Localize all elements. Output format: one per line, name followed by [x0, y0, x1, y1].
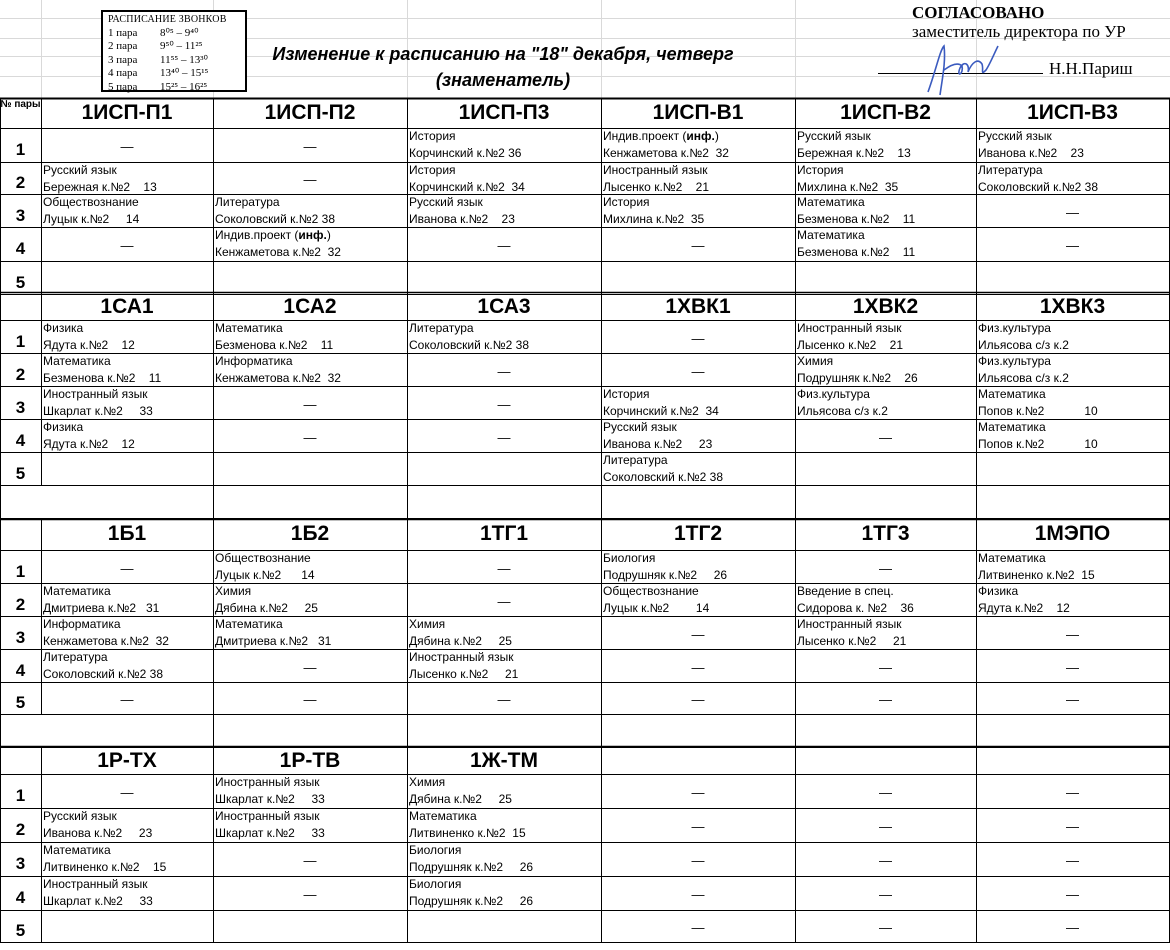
lesson-subject: Математика: [409, 809, 477, 823]
lesson-cell: [215, 550, 405, 583]
bell-time: 11⁵⁵ – 13³⁰: [160, 53, 208, 66]
lesson-teacher-room: Бережная к.№2 13: [43, 179, 157, 194]
lesson-subject: История: [409, 129, 456, 143]
empty-dash: —: [497, 364, 511, 379]
lesson-subject: Математика: [43, 843, 111, 857]
pair-number: 1: [15, 332, 26, 351]
bell-schedule-title: РАСПИСАНИЕ ЗВОНКОВ: [108, 14, 227, 25]
lesson-subject: Русский язык: [978, 129, 1052, 143]
lesson-cell: [603, 583, 793, 616]
lesson-teacher-room: Корчинский к.№2 34: [409, 179, 525, 194]
lesson-subject: Литература: [215, 195, 280, 209]
group-header: 1Р-ТВ: [279, 749, 341, 772]
empty-dash: —: [691, 853, 705, 868]
lesson-cell: [603, 162, 793, 194]
group-header: 1ТГ1: [479, 522, 529, 545]
lesson-cell: [978, 583, 1167, 616]
lesson-cell: [215, 808, 405, 842]
group-header: 1ИСП-П3: [458, 101, 550, 124]
group-header: 1ХВК3: [1039, 295, 1106, 318]
lesson-teacher-room: Дябина к.№2 25: [215, 600, 318, 615]
group-header: 1ХВК1: [665, 295, 731, 318]
lesson-cell: [409, 774, 599, 808]
lesson-subject: Биология: [409, 843, 462, 857]
lesson-subject: Математика: [43, 354, 111, 368]
empty-dash: —: [879, 660, 892, 675]
lesson-subject: Иностранный язык: [409, 650, 514, 664]
lesson-subject: Литература: [409, 321, 474, 335]
lesson-cell: [978, 419, 1167, 452]
lesson-subject: История: [409, 163, 456, 177]
lesson-cell: [603, 550, 793, 583]
lesson-teacher-room: Литвиненко к.№2 15: [978, 567, 1095, 582]
lesson-teacher-room: Шкарлат к.№2 33: [43, 893, 153, 908]
lesson-cell: [978, 162, 1167, 194]
lesson-teacher-room: Кенжаметова к.№2 32: [43, 633, 169, 648]
group-header: [976, 747, 1169, 774]
group-header: 1ИСП-В1: [652, 101, 744, 124]
lesson-teacher-room: Соколовский к.№2 38: [43, 666, 163, 681]
lesson-subject: Русский язык: [603, 420, 677, 434]
lesson-subject: История: [603, 387, 650, 401]
lesson-cell: [603, 194, 793, 227]
group-header: 1ИСП-В2: [840, 101, 931, 124]
lesson-subject: Биология: [409, 877, 462, 891]
bell-row: [108, 81, 245, 95]
lesson-cell: [43, 808, 211, 842]
empty-dash: —: [1066, 887, 1079, 902]
empty-dash: —: [691, 627, 705, 642]
lesson-cell: [978, 550, 1167, 583]
group-header: 1Б2: [290, 522, 330, 545]
lesson-subject: Иностранный язык: [603, 163, 708, 177]
approval-name: Н.Н.Париш: [1049, 59, 1133, 78]
empty-dash: —: [1066, 920, 1079, 935]
pair-number: 5: [15, 693, 26, 712]
bell-row: [108, 27, 245, 41]
signature-scribble: [922, 40, 1002, 100]
empty-dash: —: [303, 430, 317, 445]
empty-dash: —: [691, 785, 705, 800]
lesson-subject: Иностранный язык: [797, 321, 902, 335]
lesson-teacher-room: Сидорова к. №2 36: [797, 600, 914, 615]
lesson-teacher-room: Шкарлат к.№2 33: [215, 791, 325, 806]
lesson-teacher-room: Литвиненко к.№2 15: [43, 859, 167, 874]
lesson-teacher-room: Соколовский к.№2 38: [603, 469, 723, 484]
bell-row: [108, 54, 245, 68]
lesson-teacher-room: Иванова к.№2 23: [43, 825, 153, 840]
lesson-subject: Математика: [978, 551, 1046, 565]
lesson-subject: Иностранный язык: [215, 775, 320, 789]
lesson-cell: [603, 128, 793, 162]
empty-dash: —: [879, 887, 892, 902]
pair-number: 1: [15, 562, 26, 581]
lesson-teacher-room: Безменова к.№2 11: [215, 337, 334, 352]
group-header: 1СА1: [100, 295, 154, 318]
lesson-cell: [43, 162, 211, 194]
lesson-subject: Индив.проект (инф.): [603, 129, 719, 143]
empty-dash: —: [879, 853, 892, 868]
empty-dash: —: [879, 692, 892, 707]
lesson-subject: Обществознание: [215, 551, 311, 565]
lesson-cell: [409, 616, 599, 649]
pair-number: 4: [15, 888, 26, 907]
empty-dash: —: [303, 887, 317, 902]
lesson-cell: [797, 162, 974, 194]
lesson-subject: История: [603, 195, 650, 209]
lesson-teacher-room: Кенжаметова к.№2 32: [215, 370, 341, 385]
lesson-cell: [409, 842, 599, 876]
lesson-cell: [43, 583, 211, 616]
lesson-teacher-room: Ядута к.№2 12: [43, 337, 135, 352]
lesson-cell: [43, 649, 211, 682]
pair-number: 5: [15, 273, 26, 292]
pair-number: 4: [15, 431, 26, 450]
lesson-teacher-room: Соколовский к.№2 38: [409, 337, 529, 352]
lesson-subject: Литература: [978, 163, 1043, 177]
lesson-cell: [43, 616, 211, 649]
lesson-cell: [409, 194, 599, 227]
lesson-subject: Иностранный язык: [797, 617, 902, 631]
lesson-cell: [43, 320, 211, 353]
empty-dash: —: [879, 561, 892, 576]
lesson-cell: [603, 452, 793, 485]
lesson-cell: [215, 583, 405, 616]
lesson-teacher-room: Дмитриева к.№2 31: [215, 633, 332, 648]
lesson-cell: [978, 386, 1167, 419]
lesson-teacher-room: Подрушняк к.№2 26: [797, 370, 918, 385]
group-header: 1СА2: [283, 295, 337, 318]
lesson-subject: Иностранный язык: [43, 387, 148, 401]
lesson-subject-bold: инф.: [298, 228, 327, 242]
lesson-subject: Введение в спец.: [797, 584, 894, 598]
lesson-subject: Литература: [603, 453, 668, 467]
empty-dash: —: [497, 397, 511, 412]
lesson-teacher-room: Луцык к.№2 14: [603, 600, 710, 615]
lesson-teacher-room: Иванова к.№2 23: [409, 211, 515, 226]
approval-position: заместитель директора по УР: [912, 22, 1126, 41]
approval-heading: СОГЛАСОВАНО: [912, 3, 1045, 22]
lesson-teacher-room: Луцык к.№2 14: [43, 211, 140, 226]
lesson-teacher-room: Дмитриева к.№2 31: [43, 600, 160, 615]
bell-pair: 4 пара: [108, 67, 138, 79]
lesson-subject: Литература: [43, 650, 108, 664]
lesson-cell: [797, 616, 974, 649]
group-header: 1ИСП-В3: [1027, 101, 1118, 124]
empty-dash: —: [691, 660, 705, 675]
lesson-teacher-room: Безменова к.№2 11: [797, 244, 916, 259]
lesson-subject: Физика: [43, 321, 84, 335]
lesson-cell: [409, 128, 599, 162]
lesson-teacher-room: Соколовский к.№2 38: [215, 211, 335, 226]
group-header: 1СА3: [477, 295, 531, 318]
lesson-cell: [43, 876, 211, 910]
lesson-subject: Иностранный язык: [43, 877, 148, 891]
empty-dash: —: [120, 139, 134, 154]
lesson-subject: Физ.культура: [797, 387, 870, 401]
lesson-cell: [215, 774, 405, 808]
lesson-subject-bold: инф.: [686, 129, 715, 143]
pair-number: 3: [15, 398, 26, 417]
lesson-cell: [409, 162, 599, 194]
lesson-teacher-room: Безменова к.№2 11: [797, 211, 916, 226]
lesson-teacher-room: Ильясова с/з к.2: [978, 370, 1069, 385]
lesson-subject: Русский язык: [43, 809, 117, 823]
pair-number: 2: [15, 173, 26, 192]
lesson-subject: Физ.культура: [978, 354, 1051, 368]
lesson-cell: [797, 194, 974, 227]
empty-dash: —: [120, 238, 134, 253]
empty-dash: —: [691, 331, 705, 346]
empty-dash: —: [691, 364, 705, 379]
group-header: 1ИСП-П2: [264, 101, 356, 124]
group-header: 1ТГ2: [673, 522, 723, 545]
lesson-subject: Математика: [797, 195, 865, 209]
lesson-teacher-room: Ильясова с/з к.2: [978, 337, 1069, 352]
lesson-cell: [978, 128, 1167, 162]
lesson-cell: [409, 808, 599, 842]
empty-dash: —: [691, 819, 705, 834]
lesson-cell: [215, 616, 405, 649]
bell-pair: 5 пара: [108, 80, 138, 93]
empty-dash: —: [691, 238, 705, 253]
lesson-teacher-room: Дябина к.№2 25: [409, 633, 512, 648]
empty-dash: —: [1066, 819, 1079, 834]
pair-number: 3: [15, 628, 26, 647]
lesson-subject: Химия: [215, 584, 252, 598]
lesson-subject: История: [797, 163, 844, 177]
empty-dash: —: [120, 692, 134, 707]
lesson-teacher-room: Кенжаметова к.№2 32: [215, 244, 341, 259]
lesson-teacher-room: Корчинский к.№2 36: [409, 145, 522, 160]
lesson-subject: Русский язык: [43, 163, 117, 177]
lesson-teacher-room: Ядута к.№2 12: [978, 600, 1070, 615]
lesson-cell: [978, 320, 1167, 353]
lesson-cell: [215, 227, 405, 261]
empty-dash: —: [497, 561, 511, 576]
empty-dash: —: [303, 172, 317, 187]
pair-number: 3: [15, 854, 26, 873]
lesson-teacher-room: Лысенко к.№2 21: [797, 337, 904, 352]
lesson-subject: Математика: [43, 584, 111, 598]
lesson-teacher-room: Луцык к.№2 14: [215, 567, 315, 582]
empty-dash: —: [303, 139, 317, 154]
lesson-cell: [215, 353, 405, 386]
lesson-subject: Физ.культура: [978, 321, 1051, 335]
bell-row: [108, 67, 245, 81]
pair-number: 5: [15, 464, 26, 483]
bell-pair: 3 пара: [108, 53, 138, 66]
lesson-teacher-room: Иванова к.№2 23: [978, 145, 1084, 160]
lesson-teacher-room: Иванова к.№2 23: [603, 436, 713, 451]
lesson-teacher-room: Лысенко к.№2 21: [797, 633, 907, 648]
lesson-teacher-room: Ядута к.№2 12: [43, 436, 135, 451]
lesson-cell: [215, 194, 405, 227]
lesson-cell: [43, 419, 211, 452]
empty-dash: —: [879, 430, 892, 445]
pair-number: 5: [15, 921, 26, 940]
empty-dash: —: [497, 594, 511, 609]
lesson-cell: [797, 128, 974, 162]
lesson-teacher-room: Шкарлат к.№2 33: [43, 403, 153, 418]
lesson-teacher-room: Соколовский к.№2 38: [978, 179, 1098, 194]
lesson-teacher-room: Подрушняк к.№2 26: [409, 893, 534, 908]
empty-dash: —: [303, 660, 317, 675]
lesson-cell: [409, 649, 599, 682]
empty-dash: —: [497, 430, 511, 445]
empty-dash: —: [303, 853, 317, 868]
lesson-teacher-room: Михлина к.№2 35: [797, 179, 899, 194]
empty-dash: —: [120, 561, 134, 576]
bell-time: 13⁴⁰ – 15¹⁵: [160, 67, 209, 79]
lesson-cell: [409, 876, 599, 910]
empty-dash: —: [303, 692, 317, 707]
pair-number: 4: [15, 239, 26, 258]
empty-dash: —: [1066, 692, 1079, 707]
lesson-teacher-room: Безменова к.№2 11: [43, 370, 162, 385]
empty-dash: —: [1066, 627, 1079, 642]
empty-dash: —: [691, 692, 705, 707]
lesson-cell: [797, 583, 974, 616]
empty-dash: —: [879, 920, 892, 935]
approval-signature-line: [878, 59, 1133, 79]
lesson-teacher-room: Корчинский к.№2 34: [603, 403, 719, 418]
lesson-cell: [603, 386, 793, 419]
lesson-subject: Физика: [978, 584, 1019, 598]
lesson-cell: [409, 320, 599, 353]
page-title: [246, 41, 760, 93]
pair-number: 1: [15, 786, 26, 805]
lesson-teacher-room: Лысенко к.№2 21: [409, 666, 519, 681]
lesson-subject: Информатика: [43, 617, 121, 631]
bell-schedule-box: [101, 10, 247, 92]
lesson-teacher-room: Кенжаметова к.№2 32: [603, 145, 729, 160]
empty-dash: —: [1066, 205, 1079, 220]
empty-dash: —: [120, 785, 134, 800]
group-header: 1ТГ3: [861, 522, 910, 545]
bell-time: 8⁰⁵ – 9⁴⁰: [160, 26, 199, 39]
page-title-line2: (знаменатель): [435, 70, 571, 90]
pair-number: 1: [15, 140, 26, 159]
pair-number: 4: [15, 661, 26, 680]
lesson-subject: Химия: [409, 617, 446, 631]
lesson-teacher-room: Лысенко к.№2 21: [603, 179, 710, 194]
group-header: [795, 747, 976, 774]
lesson-cell: [43, 842, 211, 876]
pair-number: 2: [15, 595, 26, 614]
empty-dash: —: [691, 887, 705, 902]
bell-time: 15²⁵ – 16²⁵: [160, 80, 208, 93]
lesson-cell: [797, 227, 974, 261]
lesson-teacher-room: Попов к.№2 10: [978, 403, 1098, 418]
lesson-cell: [603, 419, 793, 452]
group-header: 1Б1: [107, 522, 147, 545]
lesson-cell: [978, 353, 1167, 386]
bell-time: 9⁵⁰ – 11²⁵: [160, 40, 203, 52]
lesson-subject: Индив.проект (инф.): [215, 228, 331, 242]
empty-dash: —: [303, 397, 317, 412]
pair-number: 2: [15, 820, 26, 839]
group-header: [601, 747, 795, 774]
group-header: 1Р-ТХ: [97, 749, 157, 772]
lesson-subject: Математика: [978, 420, 1046, 434]
empty-dash: —: [691, 920, 705, 935]
lesson-subject: Иностранный язык: [215, 809, 320, 823]
bell-pair: 2 пара: [108, 40, 138, 52]
lesson-cell: [797, 386, 974, 419]
bell-row: [108, 40, 245, 54]
lesson-teacher-room: Дябина к.№2 25: [409, 791, 512, 806]
page-title-line1: Изменение к расписанию на "18" декабря, четверг: [272, 44, 734, 64]
lesson-teacher-room: Ильясова с/з к.2: [797, 403, 888, 418]
lesson-subject: Математика: [215, 321, 283, 335]
lesson-cell: [43, 194, 211, 227]
group-header: 1Ж-ТМ: [470, 749, 538, 772]
lesson-subject: Обществознание: [43, 195, 139, 209]
lesson-teacher-room: Подрушняк к.№2 26: [409, 859, 534, 874]
pair-number: 3: [15, 206, 26, 225]
group-header: 1МЭПО: [1034, 522, 1111, 545]
bell-pair: 1 пара: [108, 26, 138, 39]
lesson-teacher-room: Попов к.№2 10: [978, 436, 1098, 451]
lesson-subject: Обществознание: [603, 584, 699, 598]
lesson-subject: Химия: [409, 775, 446, 789]
empty-dash: —: [497, 692, 511, 707]
empty-dash: —: [1066, 853, 1079, 868]
lesson-subject: Химия: [797, 354, 834, 368]
empty-dash: —: [879, 785, 892, 800]
lesson-subject: Математика: [215, 617, 283, 631]
pairs-column-header: № пары: [0, 99, 41, 110]
lesson-teacher-room: Шкарлат к.№2 33: [215, 825, 325, 840]
lesson-teacher-room: Бережная к.№2 13: [797, 145, 911, 160]
lesson-teacher-room: Литвиненко к.№2 15: [409, 825, 526, 840]
lesson-cell: [43, 386, 211, 419]
lesson-cell: [215, 320, 405, 353]
lesson-teacher-room: Подрушняк к.№2 26: [603, 567, 728, 582]
group-header: 1ХВК2: [852, 295, 919, 318]
empty-dash: —: [1066, 660, 1079, 675]
empty-dash: —: [497, 238, 511, 253]
lesson-subject: Биология: [603, 551, 656, 565]
lesson-cell: [797, 353, 974, 386]
lesson-subject: Математика: [978, 387, 1046, 401]
empty-dash: —: [879, 819, 892, 834]
lesson-teacher-room: Михлина к.№2 35: [603, 211, 705, 226]
lesson-subject: Русский язык: [797, 129, 871, 143]
lesson-cell: [797, 320, 974, 353]
lesson-subject: Математика: [797, 228, 865, 242]
lesson-cell: [43, 353, 211, 386]
lesson-subject: Информатика: [215, 354, 293, 368]
lesson-subject: Физика: [43, 420, 84, 434]
empty-dash: —: [1066, 785, 1079, 800]
group-header: 1ИСП-П1: [81, 101, 173, 124]
lesson-subject: Русский язык: [409, 195, 483, 209]
empty-dash: —: [1066, 238, 1079, 253]
pair-number: 2: [15, 365, 26, 384]
